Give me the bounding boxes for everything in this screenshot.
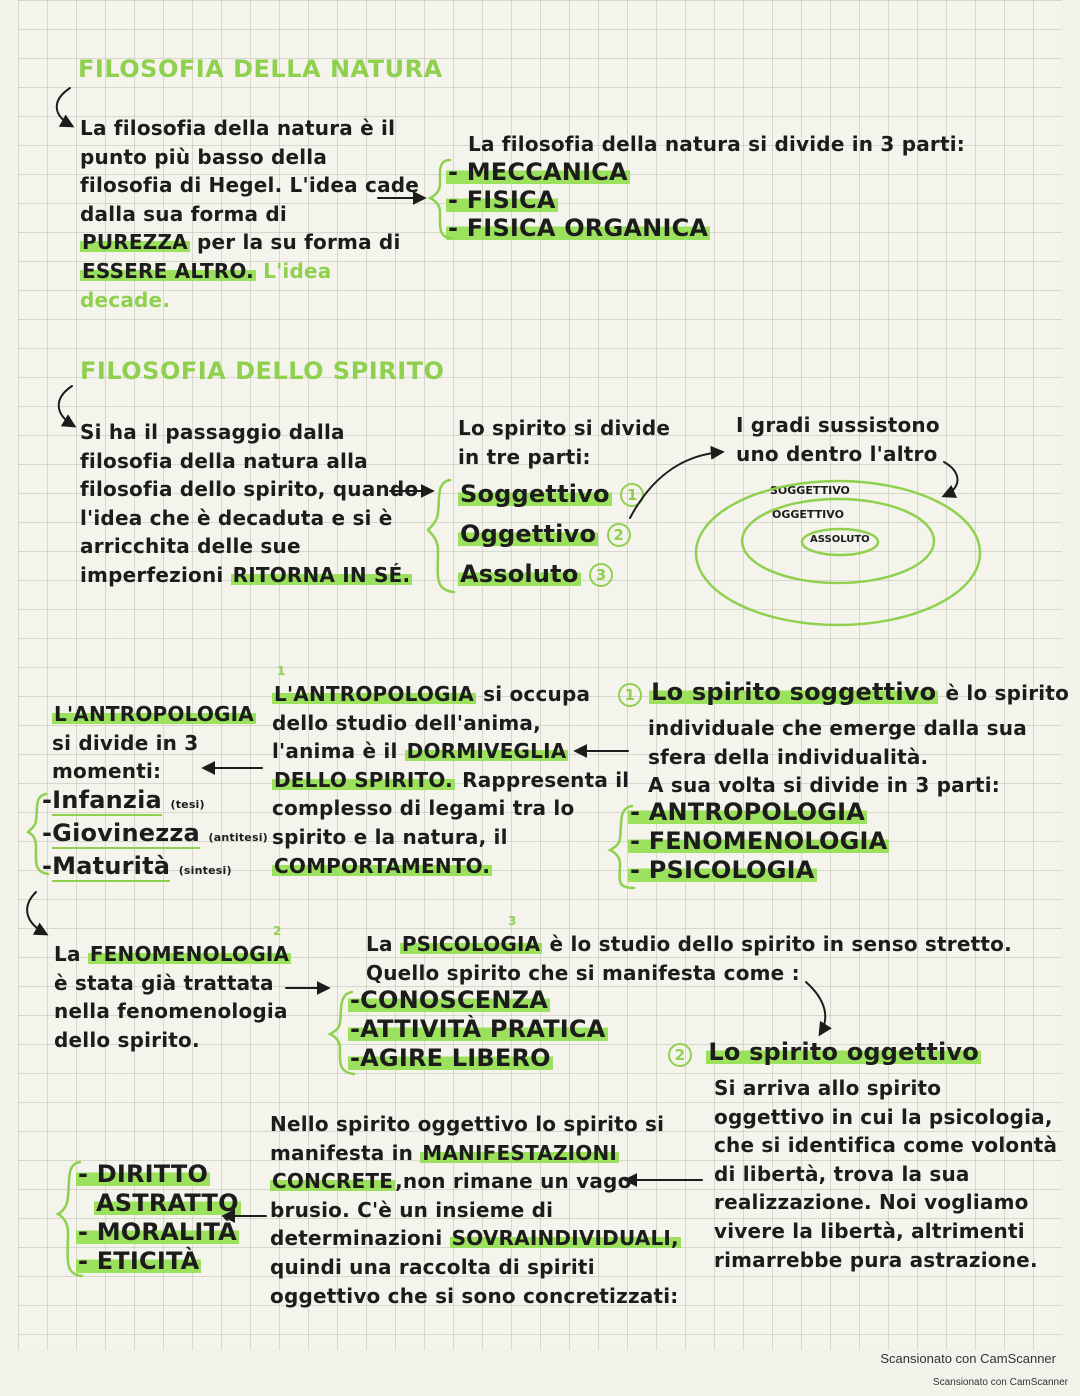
list-item-label: - PSICOLOGIA: [630, 856, 815, 884]
text-span: imperfezioni: [80, 562, 231, 587]
objective-title: Lo spirito oggettivo: [708, 1038, 979, 1066]
subjective-title: Lo spirito soggettivo: [651, 678, 937, 706]
nature-parts-title: La filosofia della natura si divide in 3 parti:: [468, 132, 965, 156]
list-item: [446, 158, 710, 186]
anthropology-block: [272, 680, 629, 880]
psychology-list: [348, 986, 608, 1073]
manifest-block: [270, 1110, 681, 1310]
text-line: Nello spirito oggettivo lo spirito si: [270, 1112, 665, 1136]
highlight-essere-altro: ESSERE ALTRO.: [82, 258, 254, 283]
number-circle: 1: [618, 683, 642, 707]
superscript-number: 3: [508, 914, 517, 928]
text-line: A sua volta si divide in 3 parti:: [648, 773, 1000, 798]
number-circle: 1: [620, 483, 644, 507]
list-item-label: - MECCANICA: [448, 158, 628, 186]
text-span: determinazioni: [270, 1226, 450, 1251]
list-item: [628, 827, 889, 856]
highlight-antropologia: L'ANTROPOLOGIA: [54, 702, 254, 726]
highlight-purezza: PUREZZA: [82, 230, 188, 255]
text-line: complesso di legami tra lo: [272, 796, 575, 821]
text-span: è lo studio dello spirito in senso stretto.: [542, 932, 1012, 956]
list-item: -Maturità (sintesi): [42, 852, 232, 880]
highlight-sovraindividuali: SOVRAINDIVIDUALI,: [451, 1226, 679, 1251]
number-circle: 2: [607, 523, 631, 547]
nature-intro-line: dalla sua forma di: [80, 201, 287, 226]
text-line: Quello spirito che si manifesta come :: [366, 960, 800, 985]
text-line: di libertà, trova la sua: [714, 1161, 970, 1186]
highlight-comportamento: COMPORTAMENTO.: [274, 853, 491, 878]
nature-parts-list: [446, 158, 710, 242]
list-item-label: Infanzia: [52, 786, 162, 814]
green-text: L'idea: [255, 258, 332, 283]
text-line: I gradi sussistono: [736, 413, 940, 437]
law-list: [76, 1160, 241, 1276]
spirit-intro-line: arricchita delle sue: [80, 534, 301, 559]
list-item: [458, 554, 644, 594]
text-line: dello spirito.: [54, 1027, 200, 1052]
list-item-label: - DIRITTO: [78, 1160, 209, 1188]
text-line: sfera della individualità.: [648, 744, 929, 769]
list-item: -Giovinezza (antitesi): [42, 819, 268, 847]
list-item-label: - FISICA: [448, 186, 556, 214]
psychology-block: [366, 930, 1012, 987]
list-item: [76, 1218, 241, 1247]
text-line: rimarrebbe pura astrazione.: [714, 1247, 1038, 1272]
list-item: [76, 1189, 241, 1218]
highlight-dello-spirito: DELLO SPIRITO.: [274, 767, 453, 792]
ring-label-oggettivo: OGGETTIVO: [772, 508, 844, 521]
phenomenology-block: [54, 940, 291, 1054]
text-line: oggettivo in cui la psicologia,: [714, 1104, 1053, 1129]
text-line: [270, 1139, 681, 1168]
nature-intro-line: punto più basso della: [80, 144, 328, 169]
spirit-intro-line: Si ha il passaggio dalla: [80, 420, 345, 444]
subjective-title-line: [618, 678, 1069, 708]
list-item: [446, 214, 710, 242]
spirit-parts-list: [458, 474, 644, 594]
nature-intro-line: [80, 228, 419, 257]
list-item: [76, 1160, 241, 1189]
list-item-label: -AGIRE LIBERO: [350, 1044, 551, 1072]
objective-body: [714, 1074, 1057, 1274]
spirit-intro-line: [80, 561, 418, 590]
spirit-intro-line: filosofia dello spirito, quando: [80, 477, 419, 502]
text-span: si occupa: [475, 682, 591, 706]
text-span: per la su forma di: [189, 230, 401, 255]
text-line: quindi una raccolta di spiriti: [270, 1254, 595, 1279]
list-item-label: - ANTROPOLOGIA: [630, 798, 866, 826]
highlight-concrete: CONCRETE: [272, 1169, 394, 1194]
text-line: Si arriva allo spirito: [714, 1076, 942, 1100]
number-circle: 2: [668, 1043, 692, 1067]
text-span: l'anima è il: [272, 739, 405, 764]
list-item-label: ASTRATTO: [96, 1189, 239, 1217]
text-span: La: [366, 932, 400, 956]
text-span: manifesta in: [270, 1140, 421, 1165]
list-item-label: Giovinezza: [52, 819, 200, 847]
moments-block: [52, 700, 256, 786]
highlight-manifestazioni: MANIFESTAZIONI: [422, 1140, 618, 1165]
list-item-label: - MORALITÀ: [78, 1218, 237, 1246]
text-line: [270, 1167, 681, 1196]
text-line: dello studio dell'anima,: [272, 710, 541, 735]
text-line: nella fenomenologia: [54, 999, 288, 1024]
spirit-intro-line: l'idea che è decaduta e si è: [80, 505, 393, 530]
list-item: [348, 1044, 608, 1073]
list-item-label: - ETICITÀ: [78, 1247, 200, 1275]
highlight-psicologia: PSICOLOGIA: [401, 932, 541, 956]
text-line: [272, 766, 629, 795]
moments-list: [42, 786, 268, 885]
list-item-label: Oggettivo: [460, 520, 597, 548]
list-item: [628, 856, 889, 885]
nature-intro-line: filosofia di Hegel. L'idea cade: [80, 173, 420, 198]
highlight-ritorna: RITORNA IN SÉ.: [232, 562, 411, 587]
text-line: brusio. C'è un insieme di: [270, 1197, 554, 1222]
highlight-antropologia: L'ANTROPOLOGIA: [274, 682, 474, 706]
text-line: uno dentro l'altro: [736, 441, 938, 466]
spirit-divide-title: [458, 414, 670, 471]
text-line: realizzazione. Noi vogliamo: [714, 1190, 1029, 1215]
ring-label-assoluto: ASSOLUTO: [810, 534, 870, 545]
text-span: è lo spirito: [938, 681, 1070, 705]
list-item: [348, 986, 608, 1015]
list-item-label: - FISICA ORGANICA: [448, 214, 709, 242]
list-item: [458, 514, 644, 554]
text-line: [54, 940, 291, 969]
nature-intro-line: decade.: [80, 287, 171, 312]
list-item: -Infanzia (tesi): [42, 786, 205, 814]
text-line: [270, 1224, 681, 1253]
text-line: è stata già trattata: [54, 970, 274, 995]
spirit-intro-line: filosofia della natura alla: [80, 448, 368, 473]
text-line: [366, 930, 1012, 959]
camscanner-footer-small: Scansionato con CamScanner: [932, 1377, 1068, 1388]
list-item-note: (antitesi): [208, 831, 268, 844]
list-item: [348, 1015, 608, 1044]
nature-intro-line: La filosofia della natura è il: [80, 116, 396, 140]
text-line: oggettivo che si sono concretizzati:: [270, 1283, 679, 1308]
list-item: [76, 1247, 241, 1276]
list-item-label: Assoluto: [460, 560, 579, 588]
text-line: che si identifica come volontà: [714, 1133, 1058, 1158]
highlight-fenomenologia: FENOMENOLOGIA: [89, 942, 290, 966]
subjective-parts: [628, 798, 889, 885]
text-line: momenti:: [52, 759, 162, 784]
text-line: vivere la libertà, altrimenti: [714, 1218, 1025, 1243]
list-item-label: -ATTIVITÀ PRATICA: [350, 1015, 606, 1043]
list-item: [458, 474, 644, 514]
text-span: Rappresenta il: [454, 767, 630, 792]
superscript-number: 2: [273, 924, 282, 938]
objective-title-line: [668, 1038, 981, 1068]
nature-intro-line: [80, 257, 419, 286]
text-line: [52, 700, 256, 729]
camscanner-footer: Scansionato con CamScanner: [880, 1351, 1056, 1366]
text-line: Lo spirito si divide: [458, 416, 671, 440]
list-item-label: Maturità: [52, 852, 171, 880]
text-line: [272, 852, 629, 881]
text-span: ,non rimane un vago: [395, 1169, 632, 1194]
text-span: La: [54, 942, 88, 966]
list-item-label: - FENOMENOLOGIA: [630, 827, 888, 855]
nature-intro: [80, 114, 419, 314]
text-line: [272, 737, 629, 766]
subjective-block: [618, 678, 1069, 708]
grades-text: [736, 411, 940, 468]
ring-label-soggettivo: SOGGETTIVO: [770, 484, 850, 497]
number-circle: 3: [589, 563, 613, 587]
list-item: [446, 186, 710, 214]
text-line: individuale che emerge dalla sua: [648, 716, 1027, 740]
text-line: [272, 680, 629, 709]
heading-nature: FILOSOFIA DELLA NATURA: [78, 55, 443, 83]
text-line: in tre parti:: [458, 444, 591, 469]
list-item-label: Soggettivo: [460, 480, 610, 508]
highlight-dormiveglia: DORMIVEGLIA: [406, 739, 567, 764]
list-item: [628, 798, 889, 827]
spirit-intro: [80, 418, 418, 590]
list-item-note: (sintesi): [178, 864, 232, 877]
superscript-number: 1: [277, 664, 286, 678]
list-item-note: (tesi): [170, 798, 205, 811]
text-line: si divide in 3: [52, 730, 199, 755]
text-line: spirito e la natura, il: [272, 824, 508, 849]
subjective-body: [648, 714, 1027, 800]
heading-spirit: FILOSOFIA DELLO SPIRITO: [80, 357, 445, 385]
list-item-label: -CONOSCENZA: [350, 986, 549, 1014]
